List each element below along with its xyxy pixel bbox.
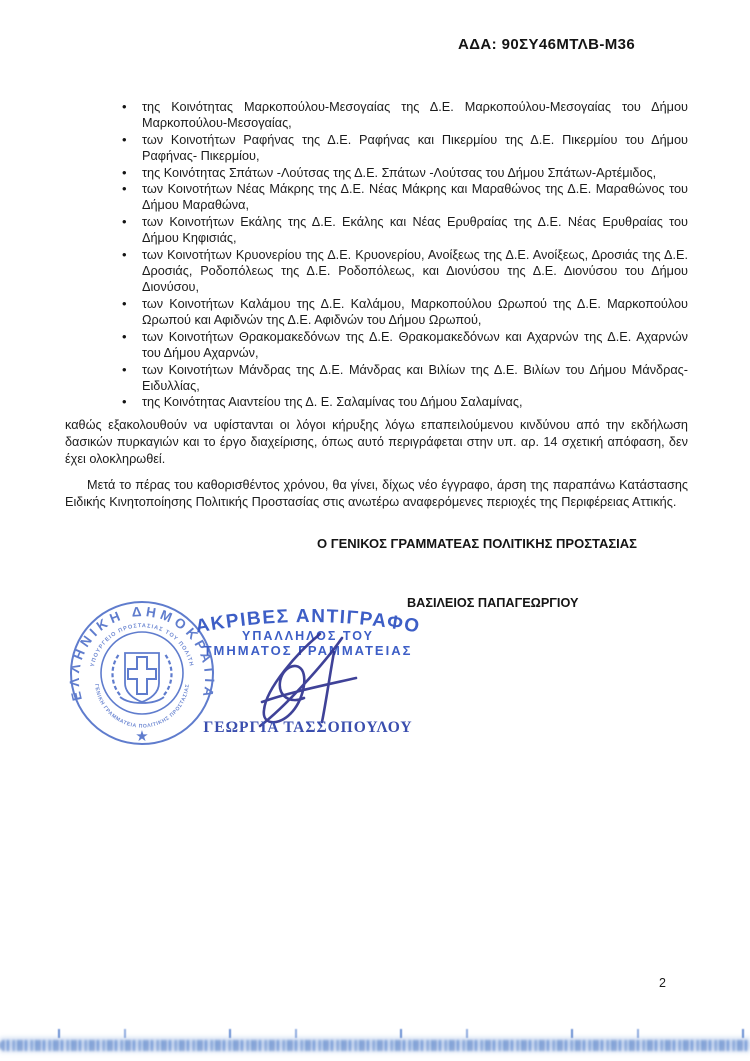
certifier-role-line1: ΥΠΑΛΛΗΛΟΣ ΤΟΥ [242, 629, 374, 643]
list-item: • των Κοινοτήτων Νέας Μάκρης της Δ.Ε. Νέας Μάκρης και Μαραθώνος της Δ.Ε. Μαραθώνος του Δήμου Μαραθώνα, [65, 181, 688, 214]
stamp-inner-bottom-text: ΓΕΝΙΚΗ ΓΡΑΜΜΑΤΕΙΑ ΠΟΛΙΤΙΚΗΣ ΠΡΟΣΤΑΣΙΑΣ [93, 683, 191, 730]
document-body [65, 99, 688, 511]
laurel-left [113, 653, 121, 695]
signatory-title: Ο ΓΕΝΙΚΟΣ ΓΡΑΜΜΑΤΕΑΣ ΠΟΛΙΤΙΚΗΣ ΠΡΟΣΤΑΣΙΑΣ [317, 536, 637, 551]
list-item: • των Κοινοτήτων Κρυονερίου της Δ.Ε. Κρυονερίου, Ανοίξεως της Δ.Ε. Ανοίξεως, Δροσιάς της Δ.Ε. Δροσιάς, Ροδοπόλεως της Δ.Ε. Ροδοπόλεως, και Διονύσου της Δ.Ε. Διονύσου του Δήμου Διονύσου, [65, 247, 688, 296]
list-item: • της Κοινότητας Αιαντείου της Δ. Ε. Σαλαμίνας του Δήμου Σαλαμίνας, [65, 394, 688, 410]
scan-artifact-band [0, 1040, 750, 1051]
list-item: • των Κοινοτήτων Ραφήνας της Δ.Ε. Ραφήνας και Πικερμίου της Δ.Ε. Πικερμίου του Δήμου Ραφήνας- Πικερμίου, [65, 132, 688, 165]
certifier-name: ΓΕΩΡΓΙΑ ΤΑΣΣΟΠΟΥΛΟΥ [203, 719, 413, 736]
stamp-star-icon: ★ [135, 728, 149, 745]
certified-copy-text: ΑΚΡΙΒΕΣ ΑΝΤΙΓΡΑΦΟ [194, 605, 422, 638]
signature-scribble [238, 630, 368, 732]
certifier-role-line2: ΤΜΗΜΑΤΟΣ ΓΡΑΜΜΑΤΕΙΑΣ [203, 643, 413, 658]
signatory-name: ΒΑΣΙΛΕΙΟΣ ΠΑΠΑΓΕΩΡΓΙΟΥ [407, 596, 579, 610]
list-item: • της Κοινότητας Σπάτων -Λούτσας της Δ.Ε. Σπάτων -Λούτσας του Δήμου Σπάτων-Αρτέμιδος, [65, 165, 688, 181]
laurel-right [164, 653, 172, 695]
ada-reference: ΑΔΑ: 90ΣΥ46ΜΤΛΒ-Μ36 [458, 36, 636, 53]
page-number: 2 [659, 976, 666, 990]
list-item: • των Κοινοτήτων Μάνδρας της Δ.Ε. Μάνδρας και Βιλίων της Δ.Ε. Βιλίων του Δήμου Μάνδρας-Ειδυλλίας, [65, 362, 688, 395]
paragraph-reasons: καθώς εξακολουθούν να υφίστανται οι λόγοι κήρυξης λόγω επαπειλούμενου κινδύνου από την εκδήλωση δασικών πυρκαγιών και το έργο διαχείρισης, όπως αυτό περιγράφεται στην υπ. αρ. 14 σχετική απόφαση, δεν έχει ολοκληρωθεί. [65, 417, 688, 466]
list-item: • των Κοινοτήτων Καλάμου της Δ.Ε. Καλάμου, Μαρκοπούλου Ωρωπού της Δ.Ε. Μαρκοπούλου Ωρωπού και Αφιδνών της Δ.Ε. Αφιδνών του Δήμου Ωρωπού, [65, 296, 688, 329]
stamp-outer-text: ΕΛΛΗΝΙΚΗ ΔΗΜΟΚΡΑΤΙΑ [66, 604, 218, 703]
greek-cross-icon [128, 657, 156, 694]
list-item: • της Κοινότητας Μαρκοπούλου-Μεσογαίας της Δ.Ε. Μαρκοπούλου-Μεσογαίας του Δήμου Μαρκοπούλου-Μεσογαίας, [65, 99, 688, 132]
list-item: • των Κοινοτήτων Θρακομακεδόνων της Δ.Ε. Θρακομακεδόνων και Αχαρνών της Δ.Ε. Αχαρνών του Δήμου Αχαρνών, [65, 329, 688, 362]
paragraph-expiry: Μετά το πέρας του καθορισθέντος χρόνου, θα γίνει, δίχως νέο έγγραφο, άρση της παραπάνω Κατάστασης Ειδικής Κινητοποίησης Πολιτικής Προστασίας στις ανωτέρω αναφερόμενες περιοχές της Περιφέρειας Αττικής. [65, 477, 688, 509]
stamp-inner-top-text: ΥΠΟΥΡΓΕΙΟ ΠΡΟΣΤΑΣΙΑΣ ΤΟΥ ΠΟΛΙΤΗ [89, 623, 195, 668]
community-bullet-list [65, 99, 688, 411]
list-item: • των Κοινοτήτων Εκάλης της Δ.Ε. Εκάλης και Νέας Ερυθραίας της Δ.Ε. Νέας Ερυθραίας του Δήμου Κηφισιάς, [65, 214, 688, 247]
